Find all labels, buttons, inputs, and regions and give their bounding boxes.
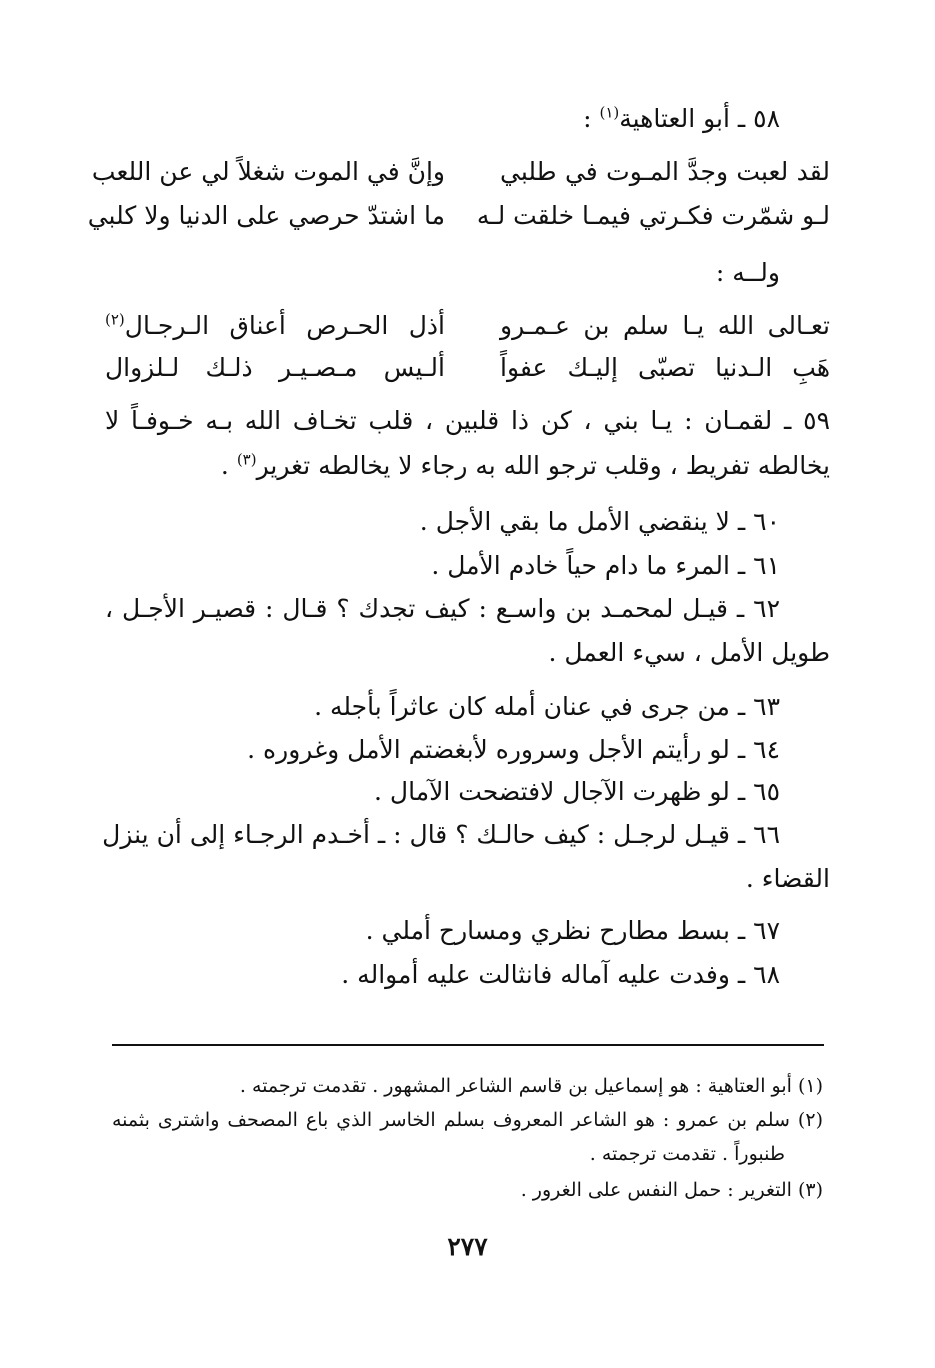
verse-4-second-hemistich: ألـيس مـصـيـر ذلـك لـلزوال — [105, 353, 445, 382]
item-61: ٦١ ـ المرء ما دام حياً خادم الأمل . — [431, 551, 780, 580]
item-63: ٦٣ ـ من جرى في عنان أمله كان عاثراً بأجله . — [314, 692, 780, 721]
verse-3 — [105, 308, 830, 344]
verse-4 — [105, 350, 830, 386]
item-60: ٦٠ ـ لا ينقضي الأمل ما بقي الأجل . — [419, 507, 780, 536]
footnote-separator — [112, 1044, 824, 1046]
verse-2-second-hemistich: ما اشتدّ حرصي على الدنيا ولا كلبي — [87, 201, 445, 230]
verse-2-first-hemistich: لـو شمّرت فكـرتي فيمـا خلقت لـه — [476, 201, 830, 230]
verse-1-second-hemistich: وإنَّ في الموت شغلاً لي عن اللعب — [91, 157, 445, 186]
lahu-label: ولــه : — [715, 258, 780, 287]
footnote-3: (٣) التغرير : حمل النفس على الغرور . — [520, 1179, 823, 1201]
item-66-line-1: ٦٦ ـ قيـل لرجـل : كيف حالـك ؟ قال : ـ أخـدم الرجـاء إلى أن ينزل — [102, 820, 780, 849]
section-59-line-2-tail: . — [220, 451, 237, 480]
footnote-ref-3: (٣) — [236, 450, 257, 469]
page-number: ٢٧٧ — [447, 1232, 488, 1261]
section-59-line-2 — [105, 449, 830, 483]
section-58-heading — [105, 102, 780, 136]
footnote-1: (١) أبو العتاهية : هو إسماعيل بن قاسم الشاعر المشهور . تقدمت ترجمته . — [239, 1075, 823, 1097]
verse-3-second-text: أذل الحـرص أعناق الـرجـال — [124, 311, 445, 340]
item-62-line-1: ٦٢ ـ قيـل لمحمـد بن واسـع : كيف تجدك ؟ قـال : قصيـر الأجـل ، — [105, 594, 780, 623]
footnote-ref-2: (٢) — [105, 310, 125, 329]
verse-3-first-hemistich: تعـالى الله يـا سلم بن عـمـرو — [500, 311, 830, 340]
verse-3-second-hemistich — [105, 308, 445, 344]
item-62-line-2: طويل الأمل ، سيء العمل . — [548, 638, 830, 667]
section-59-line-2-text: يخالطه تفريط ، وقلب ترجو الله به رجاء لا يخالطه تغرير — [256, 451, 830, 480]
item-64: ٦٤ ـ لو رأيتم الأجل وسروره لأبغضتم الأمل وغروره . — [247, 735, 780, 764]
verse-2 — [87, 198, 830, 234]
item-67: ٦٧ ـ بسط مطارح نظري ومسارح أملي . — [365, 916, 780, 945]
footnote-2-line-2: طنبوراً . تقدمت ترجمته . — [589, 1143, 785, 1165]
section-59-line-1: ٥٩ ـ لقمـان : يـا بني ، كن ذا قلبين ، قلب تخـاف الله بـه خـوفـاً لا — [105, 406, 830, 435]
item-68: ٦٨ ـ وفدت عليه آماله فانثالت عليه أمواله . — [341, 960, 780, 989]
item-66-line-2: القضاء . — [745, 864, 830, 893]
footnote-2-line-1: (٢) سلم بن عمرو : هو الشاعر المعروف بسلم الخاسر الذي باع المصحف واشترى بثمنه — [112, 1109, 823, 1131]
item-65: ٦٥ ـ لو ظهرت الآجال لافتضحت الآمال . — [374, 777, 780, 806]
heading-text: ٥٨ ـ أبو العتاهية — [619, 104, 780, 133]
footnote-ref-1: (١) — [599, 103, 620, 122]
verse-1-first-hemistich: لقد لعبت وجدَّ المـوت في طلبي — [500, 157, 830, 186]
verse-1 — [91, 154, 830, 190]
heading-colon: : — [583, 104, 600, 133]
verse-4-first-hemistich: هَبِ الـدنيا تصبّى إليـك عفواً — [500, 353, 830, 382]
